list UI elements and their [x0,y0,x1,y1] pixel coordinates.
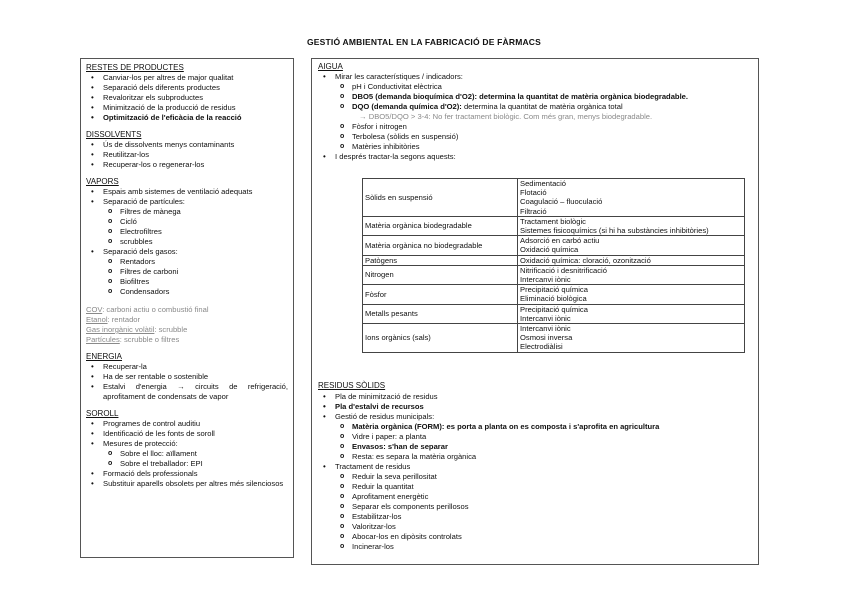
list-item: • Formació dels professionals [86,469,288,479]
cell-line: Precipitació química [520,285,588,295]
list-item: • Canviar-los per altres de major qualitat [86,73,288,83]
cell-line: Eliminació biològica [520,294,587,304]
cell-line: Oxidació química [520,245,579,255]
table-cell [518,236,745,255]
table-row [363,265,745,284]
section-residus-heading: RESIDUS SÒLIDS [318,381,386,390]
list-item: o Sobre el lloc: aïllament [86,449,288,459]
table-cell: Matèria orgànica biodegradable [363,216,518,235]
note-term: Gas inorgànic volàtil [86,325,155,334]
dqo-text: determina la quantitat de matèria orgànica total [461,102,623,111]
note-text: : scrubble o filtres [119,335,180,344]
list-item: • Pla de minimització de residus [318,392,748,402]
list-item: • Gestió de residus municipals: [318,412,748,422]
table-row [363,324,745,353]
list-item: o Fòsfor i nitrogen [318,122,754,132]
cell-line: Adsorció en carbó actiu [520,236,600,246]
water-treatment-table [362,178,745,353]
list-item: • Espais amb sistemes de ventilació adequats [86,187,288,197]
section-soroll-heading: SOROLL [86,409,119,418]
cell-line: Intercanvi iònic [520,275,571,285]
table-cell [518,285,745,304]
gray-note [86,315,288,325]
list-item: • Minimització de la producció de residus [86,103,288,113]
table-row [363,304,745,323]
cell-line: Osmosi inversa [520,333,573,343]
vapors-list [86,187,288,297]
note-term: COV [86,305,103,314]
cell-line: Precipitació química [520,304,588,314]
section-vapors-heading: VAPORS [86,177,119,186]
list-item: o Filtres de mànega [86,207,288,217]
note-text: : rentador [107,315,141,324]
aigua-list [318,72,754,162]
mo-text: : es porta a planta on es composta i s'aprofita en agricultura [441,422,660,431]
table-cell: Patògens [363,255,518,265]
list-item: • Mesures de protecció: [86,439,288,449]
list-item: o Estabilitzar-los [318,512,748,522]
cell-line: Oxidació química: cloració, ozonització [520,255,651,265]
cell-line: Intercanvi iònic [520,313,571,323]
list-item: o pH i Conductivitat elèctrica [318,82,754,92]
list-item: • Separació dels gasos: [86,247,288,257]
list-item: • Optimització de l'eficàcia de la reacció [86,113,288,123]
list-item: • Separació de partícules: [86,197,288,207]
note-term: Etanol [86,315,108,324]
list-item: o Electrofiltres [86,227,288,237]
note-term: Partícules [86,335,120,344]
list-item: o Condensadors [86,287,288,297]
list-item: • Substituir aparells obsolets per altres més silenciosos [86,479,288,489]
list-item: • Pla d'estalvi de recursos [318,402,748,412]
table-row [363,236,745,255]
list-item: o Incinerar-los [318,542,748,552]
cell-line: Filtració [520,206,547,216]
section-energia-heading: ENERGIA [86,352,123,361]
list-item: • Programes de control auditiu [86,419,288,429]
cell-line: Tractament biològic [520,216,586,226]
cell-line: Electrodiàlisi [520,342,563,352]
table-cell: Ions orgànics (sals) [363,324,518,353]
cell-line: Nitrificació i desnitrificació [520,265,607,275]
list-item: o Aprofitament energètic [318,492,748,502]
table-cell: Metalls pesants [363,304,518,323]
dbo-label: DBO5 (demanda bioquímica d'O2): [352,92,478,101]
list-item: o Vidre i paper: a planta [318,432,748,442]
restes-list [86,73,288,123]
note-text: : carboni actiu o combustió final [102,305,209,314]
list-item: • Ús de dissolvents menys contaminants [86,140,288,150]
energia-list [86,362,288,402]
residus-list [318,392,748,552]
left-column-box [80,58,294,558]
list-item: o Sobre el treballador: EPI [86,459,288,469]
list-item: • Tractament de residus [318,462,748,472]
list-item: • Separació dels diferents productes [86,83,288,93]
list-item: o Reduir la seva perillositat [318,472,748,482]
list-item: o Abocar-los en dipòsits controlats [318,532,748,542]
list-item: o Cicló [86,217,288,227]
list-item: o Resta: es separa la matèria orgànica [318,452,748,462]
dqo-label: DQO (demanda química d'O2): [352,102,462,111]
table-cell [518,265,745,284]
cell-line: Coagulació – fluoculació [520,197,603,207]
list-item: o Biofiltres [86,277,288,287]
section-restes-heading: RESTES DE PRODUCTES [86,63,184,72]
list-item: o Matèries inhibitòries [318,142,754,152]
table-cell: Fòsfor [363,285,518,304]
note-text: : scrubble [154,325,188,334]
table-row [363,255,745,265]
table-row [363,179,745,217]
table-cell [518,216,745,235]
right-column-box [311,58,759,565]
mo-label: Matèria orgànica (FORM) [352,422,442,431]
list-item: o Filtres de carboni [86,267,288,277]
list-item: • Identificació de les fonts de soroll [86,429,288,439]
list-item: • Recuperar-la [86,362,288,372]
section-dissolvents-heading: DISSOLVENTS [86,130,142,139]
list-item: o Terbolesa (sòlids en suspensió) [318,132,754,142]
cell-line: Sedimentació [520,179,567,188]
gray-note [86,325,288,335]
list-item [318,92,754,102]
list-item: • Ha de ser rentable o sostenible [86,372,288,382]
table-cell [518,304,745,323]
list-item: • Recuperar-los o regenerar-los [86,160,288,170]
cell-line: Flotació [520,188,547,198]
list-item: o Reduir la quantitat [318,482,748,492]
list-item: o Rentadors [86,257,288,267]
dissolvents-list [86,140,288,170]
list-item: • Mirar les característiques / indicadors: [318,72,754,82]
list-item: o Envasos: s'han de separar [318,442,748,452]
table-row [363,216,745,235]
list-item [318,422,748,432]
table-cell [518,324,745,353]
gray-note [86,335,288,345]
table-cell [518,179,745,217]
table-cell: Matèria orgànica no biodegradable [363,236,518,255]
gray-notes [86,305,288,345]
list-item: o Separar els components perillosos [318,502,748,512]
ratio-note: → DBO5/DQO > 3-4: No fer tractament biològic. Com més gran, menys biodegradable. [359,112,653,121]
list-item: • I després tractar-la segons aquests: [318,152,754,162]
table-cell: Nitrogen [363,265,518,284]
gray-note [86,305,288,315]
list-item: • Reutilitzar-los [86,150,288,160]
list-item [318,102,754,112]
table-cell: Sòlids en suspensió [363,179,518,217]
soroll-list [86,419,288,489]
list-item: o Valoritzar-los [318,522,748,532]
table-cell [518,255,745,265]
list-item: o scrubbles [86,237,288,247]
cell-line: Intercanvi iònic [520,324,571,334]
table-row [363,285,745,304]
page-title: GESTIÓ AMBIENTAL EN LA FABRICACIÓ DE FÀRMACS [306,37,542,47]
list-item: • Estalvi d'energia → circuits de refrigeració, aprofitament de condensats de vapor [86,382,288,402]
cell-line: Sistemes fisicoquímics (si hi ha substàncies inhibitòries) [520,226,709,236]
dbo-text: determina la quantitat de matèria orgànica biodegradable. [477,92,689,101]
list-item: • Revaloritzar els subproductes [86,93,288,103]
section-aigua-heading: AIGUA [318,62,343,71]
